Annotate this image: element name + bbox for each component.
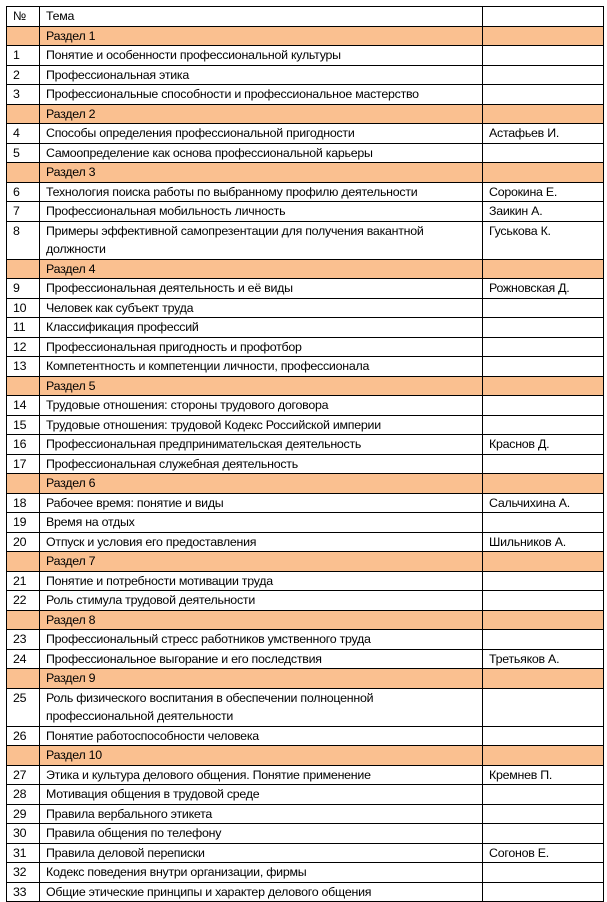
row-num: 10 bbox=[7, 298, 40, 318]
row-num: 26 bbox=[7, 726, 40, 746]
row-person bbox=[483, 591, 604, 611]
row-person bbox=[483, 259, 604, 279]
row-topic: Рабочее время: понятие и виды bbox=[40, 493, 483, 513]
row-num bbox=[7, 104, 40, 124]
row-topic: Профессиональная служебная деятельность bbox=[40, 454, 483, 474]
row-num bbox=[7, 26, 40, 46]
row-num: 15 bbox=[7, 415, 40, 435]
row-person bbox=[483, 318, 604, 338]
row-num: 2 bbox=[7, 65, 40, 85]
row-num: 6 bbox=[7, 182, 40, 202]
section-row bbox=[7, 376, 604, 396]
row-num: 30 bbox=[7, 824, 40, 844]
row-num: 19 bbox=[7, 513, 40, 533]
table-row bbox=[7, 571, 604, 591]
row-topic: Профессиональная этика bbox=[40, 65, 483, 85]
row-topic: Роль стимула трудовой деятельности bbox=[40, 591, 483, 611]
header-topic: Тема bbox=[40, 7, 483, 27]
row-num: 17 bbox=[7, 454, 40, 474]
row-num bbox=[7, 552, 40, 572]
row-num bbox=[7, 474, 40, 494]
row-num: 14 bbox=[7, 396, 40, 416]
header-num: № bbox=[7, 7, 40, 27]
row-person bbox=[483, 46, 604, 66]
row-num: 21 bbox=[7, 571, 40, 591]
row-person: Шильников А. bbox=[483, 532, 604, 552]
row-topic: Мотивация общения в трудовой среде bbox=[40, 785, 483, 805]
row-num: 16 bbox=[7, 435, 40, 455]
row-topic: Правила общения по телефону bbox=[40, 824, 483, 844]
row-num: 7 bbox=[7, 202, 40, 222]
row-num: 5 bbox=[7, 143, 40, 163]
row-topic: Примеры эффективной самопрезентации для получения вакантной должности bbox=[40, 221, 483, 259]
row-topic: Трудовые отношения: стороны трудового договора bbox=[40, 396, 483, 416]
row-topic: Общие этические принципы и характер делового общения bbox=[40, 882, 483, 902]
table-row bbox=[7, 279, 604, 299]
section-title: Раздел 5 bbox=[40, 376, 483, 396]
table-row bbox=[7, 337, 604, 357]
table-row bbox=[7, 863, 604, 883]
table-row bbox=[7, 843, 604, 863]
row-person bbox=[483, 882, 604, 902]
row-topic: Профессиональная деятельность и её виды bbox=[40, 279, 483, 299]
row-person bbox=[483, 337, 604, 357]
row-person: Сорокина Е. bbox=[483, 182, 604, 202]
row-person bbox=[483, 104, 604, 124]
row-topic: Понятие и особенности профессиональной культуры bbox=[40, 46, 483, 66]
row-person: Согонов Е. bbox=[483, 843, 604, 863]
table-row bbox=[7, 804, 604, 824]
row-topic: Понятие работоспособности человека bbox=[40, 726, 483, 746]
table-row bbox=[7, 630, 604, 650]
row-topic: Этика и культура делового общения. Понятие применение bbox=[40, 765, 483, 785]
row-topic: Профессиональный стресс работников умственного труда bbox=[40, 630, 483, 650]
table-row bbox=[7, 591, 604, 611]
row-topic: Самоопределение как основа профессиональной карьеры bbox=[40, 143, 483, 163]
row-person bbox=[483, 396, 604, 416]
header-row bbox=[7, 7, 604, 27]
row-topic: Профессиональная предпринимательская деятельность bbox=[40, 435, 483, 455]
row-num: 28 bbox=[7, 785, 40, 805]
section-title: Раздел 1 bbox=[40, 26, 483, 46]
row-topic: Правила вербального этикета bbox=[40, 804, 483, 824]
row-topic: Профессиональная мобильность личность bbox=[40, 202, 483, 222]
row-person bbox=[483, 26, 604, 46]
row-num: 13 bbox=[7, 357, 40, 377]
row-num: 27 bbox=[7, 765, 40, 785]
row-person bbox=[483, 746, 604, 766]
row-num bbox=[7, 669, 40, 689]
row-person bbox=[483, 163, 604, 183]
table-row bbox=[7, 298, 604, 318]
row-topic: Технология поиска работы по выбранному профилю деятельности bbox=[40, 182, 483, 202]
row-num bbox=[7, 163, 40, 183]
row-num: 22 bbox=[7, 591, 40, 611]
row-topic: Профессиональные способности и профессиональное мастерство bbox=[40, 85, 483, 105]
row-person bbox=[483, 415, 604, 435]
table-row bbox=[7, 513, 604, 533]
table-body bbox=[7, 26, 604, 902]
row-num: 25 bbox=[7, 688, 40, 726]
row-num bbox=[7, 746, 40, 766]
row-num: 24 bbox=[7, 649, 40, 669]
section-title: Раздел 3 bbox=[40, 163, 483, 183]
row-num: 31 bbox=[7, 843, 40, 863]
row-person: Краснов Д. bbox=[483, 435, 604, 455]
table-row bbox=[7, 415, 604, 435]
row-num: 9 bbox=[7, 279, 40, 299]
row-topic: Способы определения профессиональной пригодности bbox=[40, 124, 483, 144]
table-row bbox=[7, 454, 604, 474]
table-row bbox=[7, 765, 604, 785]
row-person bbox=[483, 474, 604, 494]
row-person bbox=[483, 610, 604, 630]
table-row bbox=[7, 532, 604, 552]
row-topic: Трудовые отношения: трудовой Кодекс Российской империи bbox=[40, 415, 483, 435]
row-num: 33 bbox=[7, 882, 40, 902]
row-topic: Человек как субъект труда bbox=[40, 298, 483, 318]
row-topic: Кодекс поведения внутри организации, фирмы bbox=[40, 863, 483, 883]
row-person bbox=[483, 552, 604, 572]
topics-table bbox=[6, 6, 604, 902]
row-person bbox=[483, 65, 604, 85]
section-row bbox=[7, 104, 604, 124]
table-row bbox=[7, 65, 604, 85]
table-row bbox=[7, 435, 604, 455]
row-num: 23 bbox=[7, 630, 40, 650]
row-num: 29 bbox=[7, 804, 40, 824]
row-person bbox=[483, 357, 604, 377]
row-num: 20 bbox=[7, 532, 40, 552]
row-num: 8 bbox=[7, 221, 40, 259]
row-person bbox=[483, 454, 604, 474]
table-row bbox=[7, 396, 604, 416]
section-title: Раздел 4 bbox=[40, 259, 483, 279]
table-row bbox=[7, 143, 604, 163]
row-topic: Отпуск и условия его предоставления bbox=[40, 532, 483, 552]
row-topic: Профессиональная пригодность и профотбор bbox=[40, 337, 483, 357]
table-row bbox=[7, 882, 604, 902]
row-topic: Правила деловой переписки bbox=[40, 843, 483, 863]
table-row bbox=[7, 85, 604, 105]
row-num bbox=[7, 610, 40, 630]
row-person bbox=[483, 85, 604, 105]
section-title: Раздел 9 bbox=[40, 669, 483, 689]
row-person: Астафьев И. bbox=[483, 124, 604, 144]
row-num: 11 bbox=[7, 318, 40, 338]
section-row bbox=[7, 669, 604, 689]
section-title: Раздел 10 bbox=[40, 746, 483, 766]
table-row bbox=[7, 785, 604, 805]
section-row bbox=[7, 746, 604, 766]
row-topic: Компетентность и компетенции личности, профессионала bbox=[40, 357, 483, 377]
section-row bbox=[7, 163, 604, 183]
row-person: Кремнев П. bbox=[483, 765, 604, 785]
section-title: Раздел 7 bbox=[40, 552, 483, 572]
row-person bbox=[483, 726, 604, 746]
section-row bbox=[7, 552, 604, 572]
table-row bbox=[7, 124, 604, 144]
table-row bbox=[7, 202, 604, 222]
row-person: Сальчихина А. bbox=[483, 493, 604, 513]
row-person bbox=[483, 376, 604, 396]
row-num: 12 bbox=[7, 337, 40, 357]
table-row bbox=[7, 493, 604, 513]
section-row bbox=[7, 26, 604, 46]
row-person bbox=[483, 688, 604, 726]
row-person: Рожновская Д. bbox=[483, 279, 604, 299]
row-person bbox=[483, 785, 604, 805]
row-topic: Профессиональное выгорание и его последствия bbox=[40, 649, 483, 669]
table-row bbox=[7, 649, 604, 669]
row-num: 1 bbox=[7, 46, 40, 66]
section-row bbox=[7, 259, 604, 279]
row-num: 4 bbox=[7, 124, 40, 144]
row-person bbox=[483, 863, 604, 883]
row-person bbox=[483, 630, 604, 650]
row-person: Гуськова К. bbox=[483, 221, 604, 259]
row-person: Третьяков А. bbox=[483, 649, 604, 669]
row-num bbox=[7, 376, 40, 396]
row-topic: Время на отдых bbox=[40, 513, 483, 533]
row-topic: Понятие и потребности мотивации труда bbox=[40, 571, 483, 591]
row-person bbox=[483, 298, 604, 318]
row-person bbox=[483, 669, 604, 689]
section-row bbox=[7, 474, 604, 494]
section-title: Раздел 8 bbox=[40, 610, 483, 630]
section-title: Раздел 2 bbox=[40, 104, 483, 124]
table-row bbox=[7, 46, 604, 66]
row-person: Заикин А. bbox=[483, 202, 604, 222]
header-person bbox=[483, 7, 604, 27]
row-topic: Роль физического воспитания в обеспечении полноценной профессиональной деятельности bbox=[40, 688, 483, 726]
table-row bbox=[7, 824, 604, 844]
row-person bbox=[483, 824, 604, 844]
row-num: 18 bbox=[7, 493, 40, 513]
row-num bbox=[7, 259, 40, 279]
row-person bbox=[483, 143, 604, 163]
section-row bbox=[7, 610, 604, 630]
row-person bbox=[483, 513, 604, 533]
row-topic: Классификация профессий bbox=[40, 318, 483, 338]
table-row bbox=[7, 182, 604, 202]
table-row bbox=[7, 221, 604, 259]
section-title: Раздел 6 bbox=[40, 474, 483, 494]
row-person bbox=[483, 804, 604, 824]
table-row bbox=[7, 688, 604, 726]
row-num: 32 bbox=[7, 863, 40, 883]
table-row bbox=[7, 318, 604, 338]
row-person bbox=[483, 571, 604, 591]
table-row bbox=[7, 357, 604, 377]
row-num: 3 bbox=[7, 85, 40, 105]
table-row bbox=[7, 726, 604, 746]
